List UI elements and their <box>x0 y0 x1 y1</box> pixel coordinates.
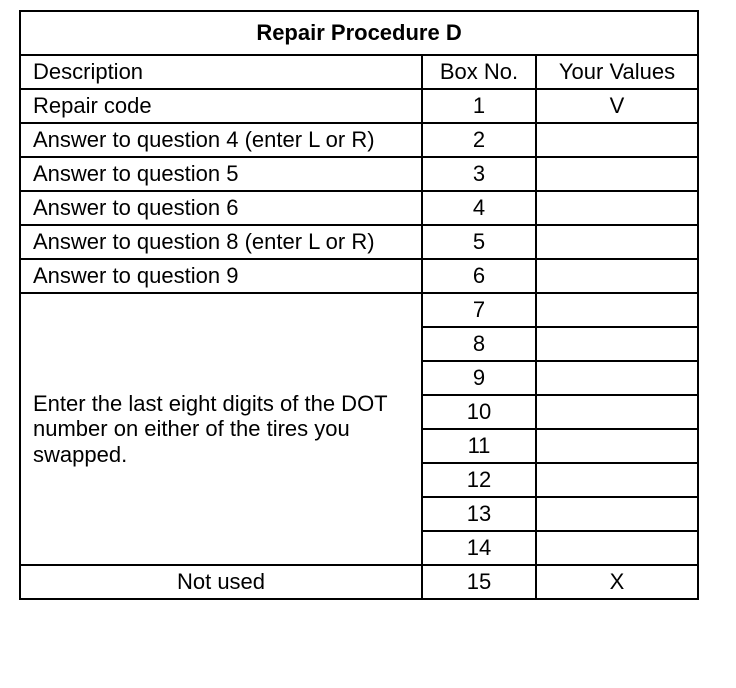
row-description: Answer to question 9 <box>20 259 422 293</box>
table-row <box>20 565 698 599</box>
table-row <box>20 123 698 157</box>
table-row <box>20 157 698 191</box>
header-row <box>20 55 698 89</box>
row-value-cell[interactable] <box>536 361 698 395</box>
header-box-no: Box No. <box>422 55 536 89</box>
row-box-number: 15 <box>422 565 536 599</box>
row-value-cell[interactable] <box>536 497 698 531</box>
row-value-cell[interactable] <box>536 157 698 191</box>
row-box-number: 4 <box>422 191 536 225</box>
header-your-values: Your Values <box>536 55 698 89</box>
row-box-number: 6 <box>422 259 536 293</box>
row-value-cell[interactable] <box>536 259 698 293</box>
title-row <box>20 11 698 55</box>
row-value-cell[interactable] <box>536 191 698 225</box>
table-row <box>20 259 698 293</box>
row-box-number: 5 <box>422 225 536 259</box>
header-description: Description <box>20 55 422 89</box>
row-value-cell[interactable] <box>536 531 698 565</box>
row-box-number: 2 <box>422 123 536 157</box>
row-description: Answer to question 4 (enter L or R) <box>20 123 422 157</box>
table-row <box>20 191 698 225</box>
row-description: Repair code <box>20 89 422 123</box>
row-box-number: 13 <box>422 497 536 531</box>
row-value-cell[interactable] <box>536 225 698 259</box>
row-value-cell[interactable] <box>536 395 698 429</box>
row-value-cell[interactable] <box>536 327 698 361</box>
row-box-number: 8 <box>422 327 536 361</box>
row-value-cell[interactable]: V <box>536 89 698 123</box>
row-box-number: 12 <box>422 463 536 497</box>
row-description: Answer to question 5 <box>20 157 422 191</box>
row-box-number: 7 <box>422 293 536 327</box>
row-box-number: 11 <box>422 429 536 463</box>
row-value-cell[interactable] <box>536 293 698 327</box>
row-description: Answer to question 6 <box>20 191 422 225</box>
row-box-number: 14 <box>422 531 536 565</box>
row-value-cell[interactable] <box>536 123 698 157</box>
row-box-number: 10 <box>422 395 536 429</box>
table-row <box>20 89 698 123</box>
row-box-number: 3 <box>422 157 536 191</box>
row-description: Answer to question 8 (enter L or R) <box>20 225 422 259</box>
repair-procedure-table <box>19 10 699 600</box>
row-box-number: 9 <box>422 361 536 395</box>
row-description: Not used <box>20 565 422 599</box>
table-row <box>20 293 698 327</box>
row-value-cell[interactable] <box>536 463 698 497</box>
row-box-number: 1 <box>422 89 536 123</box>
row-value-cell[interactable]: X <box>536 565 698 599</box>
table-row <box>20 225 698 259</box>
dot-number-description: Enter the last eight digits of the DOT number on either of the tires you swapped. <box>20 293 422 565</box>
table-title: Repair Procedure D <box>20 11 698 55</box>
row-value-cell[interactable] <box>536 429 698 463</box>
